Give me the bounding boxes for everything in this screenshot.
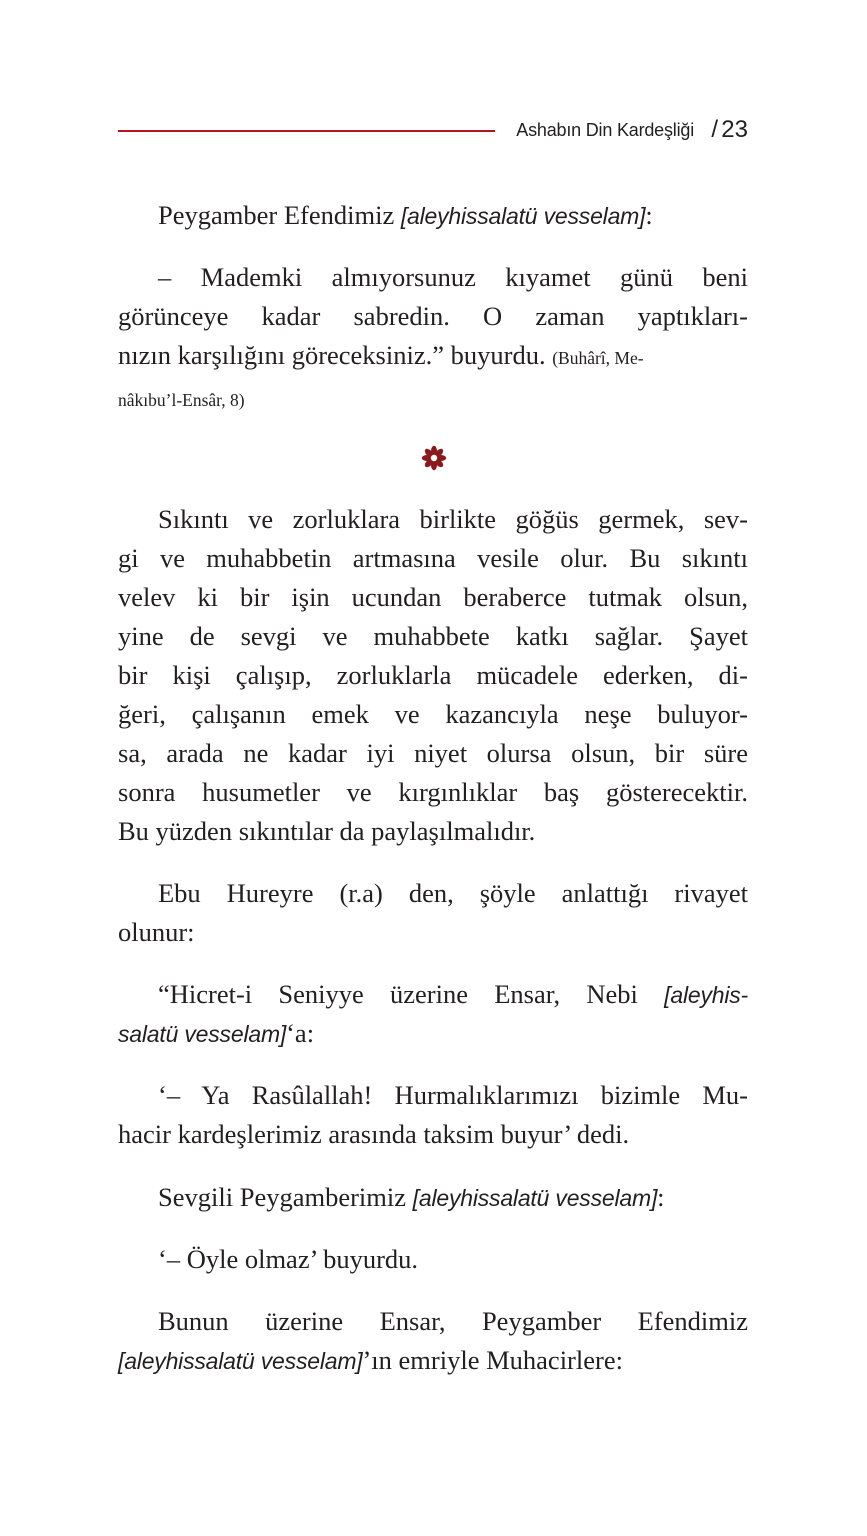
running-header (118, 116, 748, 146)
text-run: görünceye kadar sabredin. O zaman yaptıkları- (118, 301, 748, 331)
text-line (158, 1302, 748, 1340)
header-rule (118, 130, 495, 132)
honorific-italic: [aleyhissalatü vesselam] (400, 203, 646, 229)
text-line (118, 539, 748, 577)
text-run: olunur: (118, 917, 195, 947)
citation: nâkıbu’l-Ensâr, 8) (118, 390, 245, 410)
header-separator: / (711, 116, 718, 143)
text-line (118, 913, 748, 951)
text-run: “Hicret-i Seniyye üzerine Ensar, Nebi (158, 979, 665, 1009)
text-run: nızın karşılığını göreceksiniz.” buyurdu. (118, 340, 553, 370)
text-line (158, 975, 748, 1014)
text-run: ‘a: (286, 1018, 315, 1048)
text-run: : (657, 1182, 665, 1212)
text-run: ‘– Ya Rasûlallah! Hurmalıklarımızı bizimle Mu- (158, 1080, 748, 1110)
text-line (118, 578, 748, 616)
text-line (118, 812, 748, 850)
text-line (118, 617, 748, 655)
text-line (158, 874, 748, 912)
honorific-italic: [aleyhis- (664, 982, 748, 1008)
page-number: 23 (721, 116, 748, 143)
text-run: Peygamber Efendimiz (158, 200, 401, 230)
text-run: ‘– Öyle olmaz’ buyurdu. (158, 1244, 419, 1274)
text-run: Ebu Hureyre (r.a) den, şöyle anlattığı rivayet (158, 878, 748, 908)
text-run: sonra husumetler ve kırgınlıklar baş gösterecektir. (118, 777, 748, 807)
running-title: Ashabın Din Kardeşliği (516, 120, 694, 140)
text-run: Bunun üzerine Ensar, Peygamber Efendimiz (158, 1306, 748, 1336)
text-run: velev ki bir işin ucundan beraberce tutmak olsun, (118, 582, 748, 612)
text-line (118, 1115, 748, 1153)
text-line (158, 1178, 748, 1217)
text-line (118, 695, 748, 733)
text-line (118, 773, 748, 811)
honorific-italic: [aleyhissalatü vesselam] (412, 1185, 658, 1211)
text-run: ’ın emriyle Muhacirlere: (362, 1345, 623, 1375)
text-run: Sevgili Peygamberimiz (158, 1182, 413, 1212)
text-line (118, 734, 748, 772)
text-line (118, 1014, 748, 1053)
text-run: sa, arada ne kadar iyi niyet olursa olsun, bir süre (118, 738, 748, 768)
text-run: gi ve muhabbetin artmasına vesile olur. Bu sıkıntı (118, 543, 748, 573)
text-run: – Mademki almıyorsunuz kıyamet günü beni (158, 262, 748, 292)
text-line (158, 1076, 748, 1114)
flower-ornament-icon (421, 445, 447, 471)
honorific-italic: [aleyhissalatü vesselam] (118, 1348, 363, 1374)
text-line (118, 378, 748, 419)
text-line (118, 336, 748, 377)
text-line (158, 196, 748, 235)
text-run: : (645, 200, 653, 230)
text-run: Sıkıntı ve zorluklara birlikte göğüs germek, sev- (158, 504, 748, 534)
text-run: yine de sevgi ve muhabbete katkı sağlar. Şayet (118, 621, 748, 651)
text-line (158, 258, 748, 296)
text-run: hacir kardeşlerimiz arasında taksim buyur’ dedi. (118, 1119, 630, 1149)
citation: (Buhârî, Me- (552, 348, 644, 368)
text-run: bir kişi çalışıp, zorluklarla mücadele ederken, di- (118, 660, 748, 690)
text-line (118, 297, 748, 335)
text-line (158, 500, 748, 538)
text-line (118, 1341, 748, 1380)
text-line (118, 656, 748, 694)
honorific-italic: salatü vesselam] (118, 1021, 287, 1047)
text-run: Bu yüzden sıkıntılar da paylaşılmalıdır. (118, 816, 536, 846)
text-line (158, 1240, 748, 1278)
text-run: ğeri, çalışanın emek ve kazancıyla neşe buluyor- (118, 699, 748, 729)
